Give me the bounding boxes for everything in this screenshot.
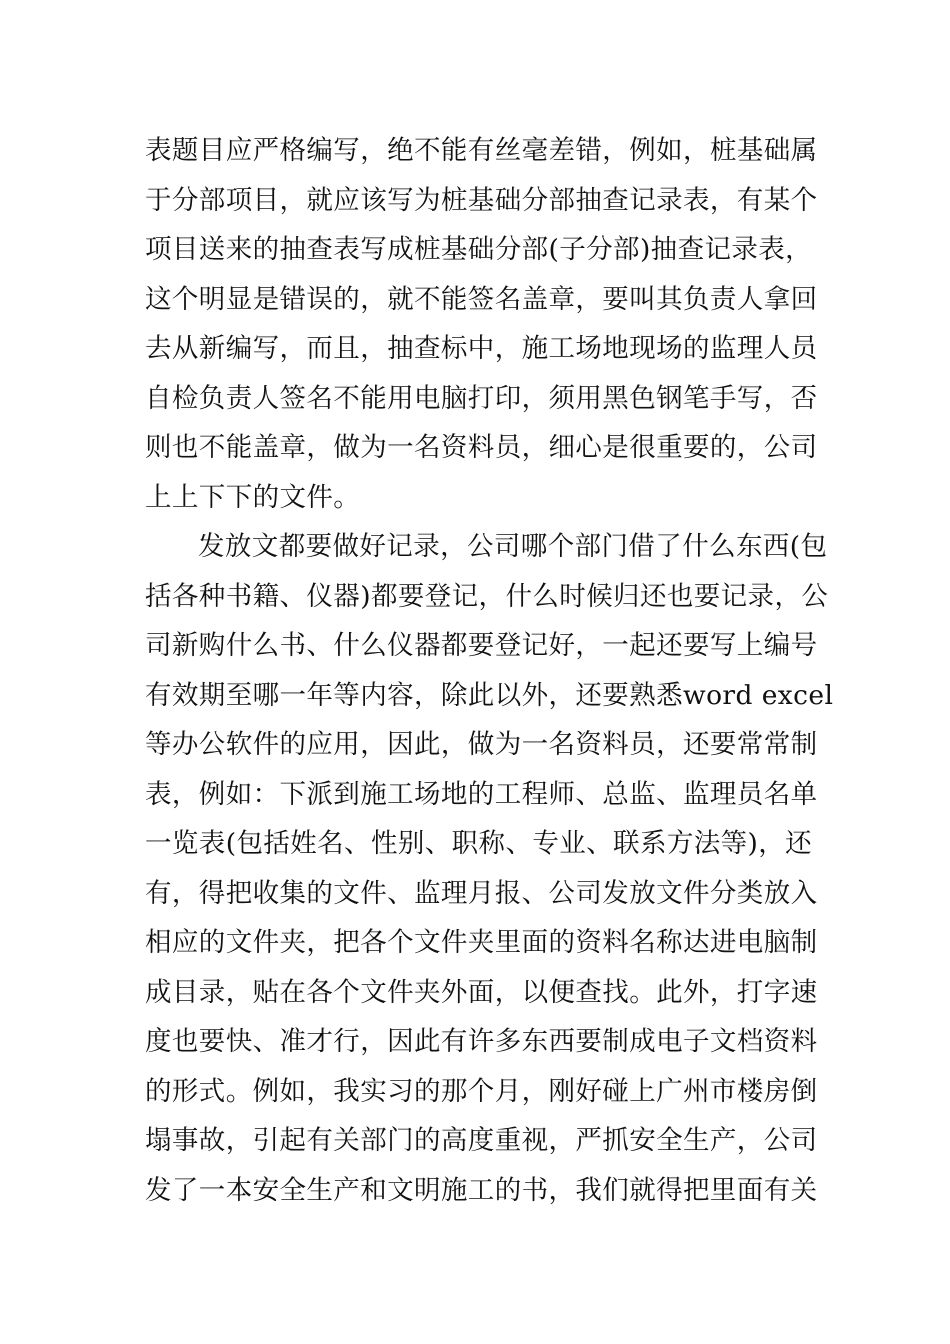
text-line: 这个明显是错误的，就不能签名盖章，要叫其负责人拿回: [145, 283, 818, 315]
text-line: 的形式。例如，我实习的那个月，刚好碰上广州市楼房倒: [145, 1075, 818, 1107]
text-line: 相应的文件夹，把各个文件夹里面的资料名称达进电脑制: [145, 927, 818, 958]
text-line: 成目录，贴在各个文件夹外面，以便查找。此外，打字速: [145, 976, 818, 1008]
text-line: 一览表(包括姓名、性别、职称、专业、联系方法等)，还: [145, 828, 813, 859]
text-line: 塌事故，引起有关部门的高度重视，严抓安全生产，公司: [145, 1125, 818, 1156]
text-line: 等办公软件的应用，因此，做为一名资料员，还要常常制: [145, 729, 818, 760]
text-line: 发了一本安全生产和文明施工的书，我们就得把里面有关: [145, 1174, 818, 1206]
text-line: 于分部项目，就应该写为桩基础分部抽查记录表，有某个: [145, 184, 818, 216]
text-line: 括各种书籍、仪器)都要登记，什么时候归还也要记录，公: [145, 580, 829, 612]
paragraph-2: [145, 522, 834, 1215]
text-line: 则也不能盖章，做为一名资料员，细心是很重要的，公司: [145, 432, 818, 463]
text-line: 项目送来的抽查表写成桩基础分部(子分部)抽查记录表，: [145, 234, 813, 265]
text-line: 度也要快、准才行，因此有许多东西要制成电子文档资料: [145, 1026, 818, 1057]
text-line: 司新购什么书、什么仪器都要登记好，一起还要写上编号: [145, 630, 818, 661]
text-line: 表题目应严格编写，绝不能有丝毫差错，例如，桩基础属: [145, 135, 818, 166]
text-line: 发放文都要做好记录，公司哪个部门借了什么东西(包: [198, 531, 828, 562]
text-line: 去从新编写，而且，抽查标中，施工场地现场的监理人员: [145, 333, 818, 364]
text-line: 上上下下的文件。: [145, 481, 361, 513]
text-line: 有，得把收集的文件、监理月报、公司发放文件分类放入: [145, 877, 818, 909]
paragraph-1: [145, 126, 818, 522]
text-line: 有效期至哪一年等内容，除此以外，还要熟悉word excel: [145, 679, 834, 711]
text-line: 表，例如：下派到施工场地的工程师、总监、监理员名单: [145, 778, 818, 810]
body-text: [145, 126, 834, 1215]
text-line: 自检负责人签名不能用电脑打印，须用黑色钢笔手写，否: [145, 382, 818, 414]
